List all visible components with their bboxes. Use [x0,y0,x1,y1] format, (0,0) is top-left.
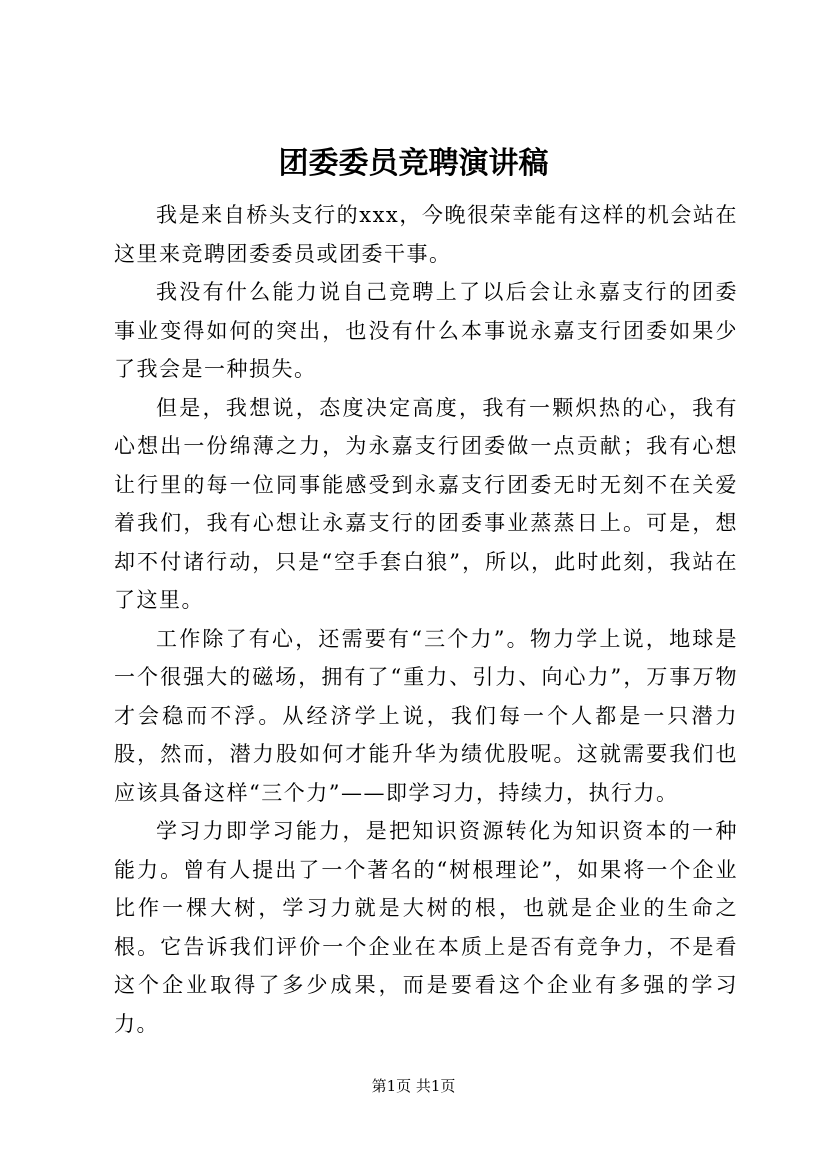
document-title: 团委委员竞聘演讲稿 [278,146,549,181]
paragraph-3: 但是，我想说，态度决定高度，我有一颗炽热的心，我有心想出一份绵薄之力，为永嘉支行团委做一点贡献；我有心想让行里的每一位同事能感受到永嘉支行团委无时无刻不在关爱着我们，我有心想让永嘉支行的团委事业蒸蒸日上。可是，想却不付诸行动，只是“空手套白狼”，所以，此时此刻，我站在了这里。 [114,395,738,612]
paragraph-5: 学习力即学习能力，是把知识资源转化为知识资本的一种能力。曾有人提出了一个著名的“树根理论”，如果将一个企业比作一棵大树，学习力就是大树的根，也就是企业的生命之根。它告诉我们评价一个企业在本质上是否有竞争力，不是看这个企业取得了多少成果，而是要看这个企业有多强的学习力。 [114,819,738,1036]
paragraph-4: 工作除了有心，还需要有“三个力”。物力学上说，地球是一个很强大的磁场，拥有了“重力、引力、向心力”，万事万物才会稳而不浮。从经济学上说，我们每一个人都是一只潜力股，然而，潜力股如何才能升华为绩优股呢。这就需要我们也应该具备这样“三个力”——即学习力，持续力，执行力。 [114,626,738,805]
page-footer: 第1页 共1页 [371,1077,456,1095]
paragraph-2: 我没有什么能力说自己竞聘上了以后会让永嘉支行的团委事业变得如何的突出，也没有什么本事说永嘉支行团委如果少了我会是一种损失。 [114,280,738,381]
document-body [114,196,738,1043]
paragraph-1: 我是来自桥头支行的xxx，今晚很荣幸能有这样的机会站在这里来竞聘团委委员或团委干事。 [114,203,738,266]
